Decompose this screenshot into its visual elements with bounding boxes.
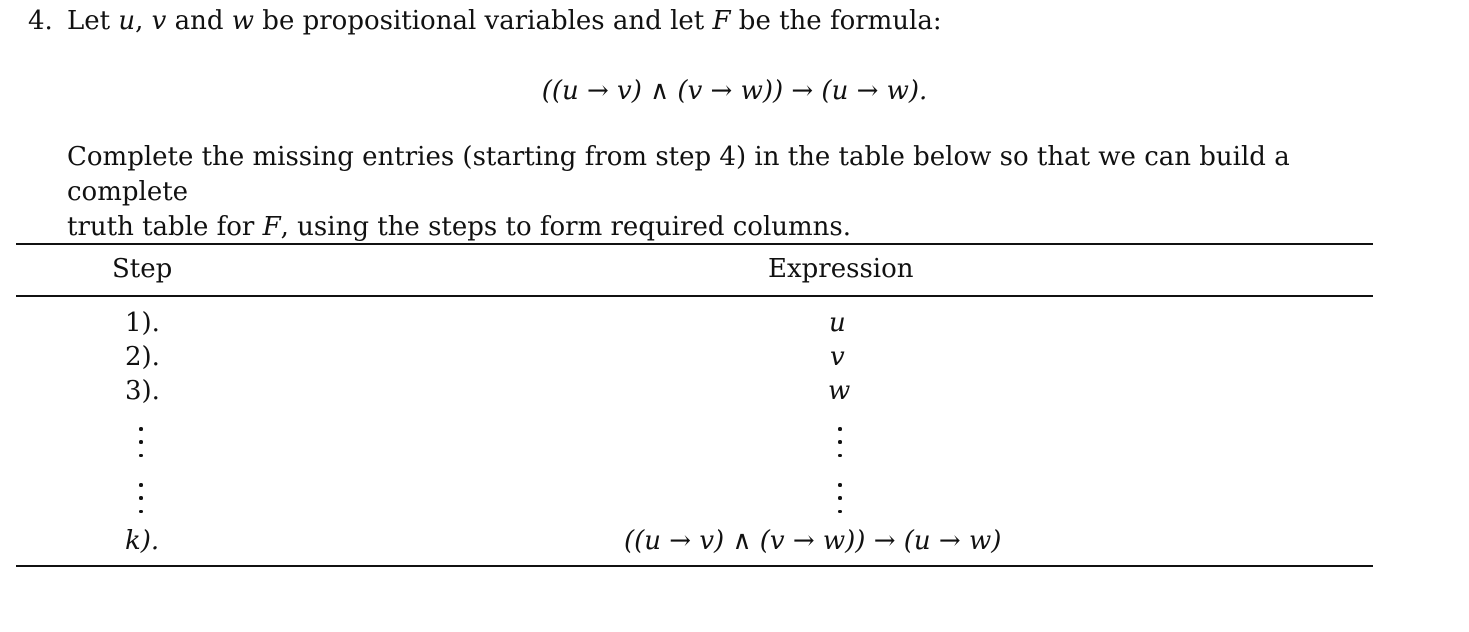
table-mid-rule (16, 295, 1373, 297)
step-cell: k). (125, 526, 160, 556)
instruction-text-a: truth table for (67, 212, 263, 242)
var-w: w (231, 6, 255, 36)
expression-cell: ((u → v) ∧ (v → w)) → (u → w) (624, 526, 1002, 556)
expression-cell: w (828, 376, 851, 406)
header-step: Step (112, 254, 173, 284)
header-expression: Expression (768, 254, 914, 284)
question-intro (67, 6, 942, 36)
expression-vdots (838, 427, 842, 457)
expression-vdots (838, 483, 842, 513)
var-v: v (151, 6, 167, 36)
intro-text-5: be the formula: (730, 6, 942, 36)
expression-cell: v (830, 342, 845, 372)
step-vdots (139, 427, 143, 457)
step-vdots (139, 483, 143, 513)
step-cell: 1). (125, 308, 160, 338)
expression-cell: u (829, 308, 846, 338)
step-cell: 2). (125, 342, 160, 372)
table-bottom-rule (16, 565, 1373, 567)
var-F: F (712, 6, 731, 36)
instruction-line-2 (67, 210, 1407, 245)
var-u: u (118, 6, 136, 36)
instruction-text-b: , using the steps to form required columns. (280, 212, 852, 242)
intro-text-4: be propositional variables and let (254, 6, 713, 36)
intro-text-3: and (166, 6, 232, 36)
intro-text-1: Let (67, 6, 119, 36)
display-formula: ((u → v) ∧ (v → w)) → (u → w). (541, 76, 928, 106)
var-F-2: F (262, 212, 281, 242)
step-cell: 3). (125, 376, 160, 406)
instructions (67, 140, 1407, 245)
question-number: 4. (28, 6, 53, 36)
intro-text-2: , (135, 6, 152, 36)
instruction-line-1: Complete the missing entries (starting from step 4) in the table below so that we can build a complete (67, 142, 1290, 207)
table-top-rule (16, 243, 1373, 245)
